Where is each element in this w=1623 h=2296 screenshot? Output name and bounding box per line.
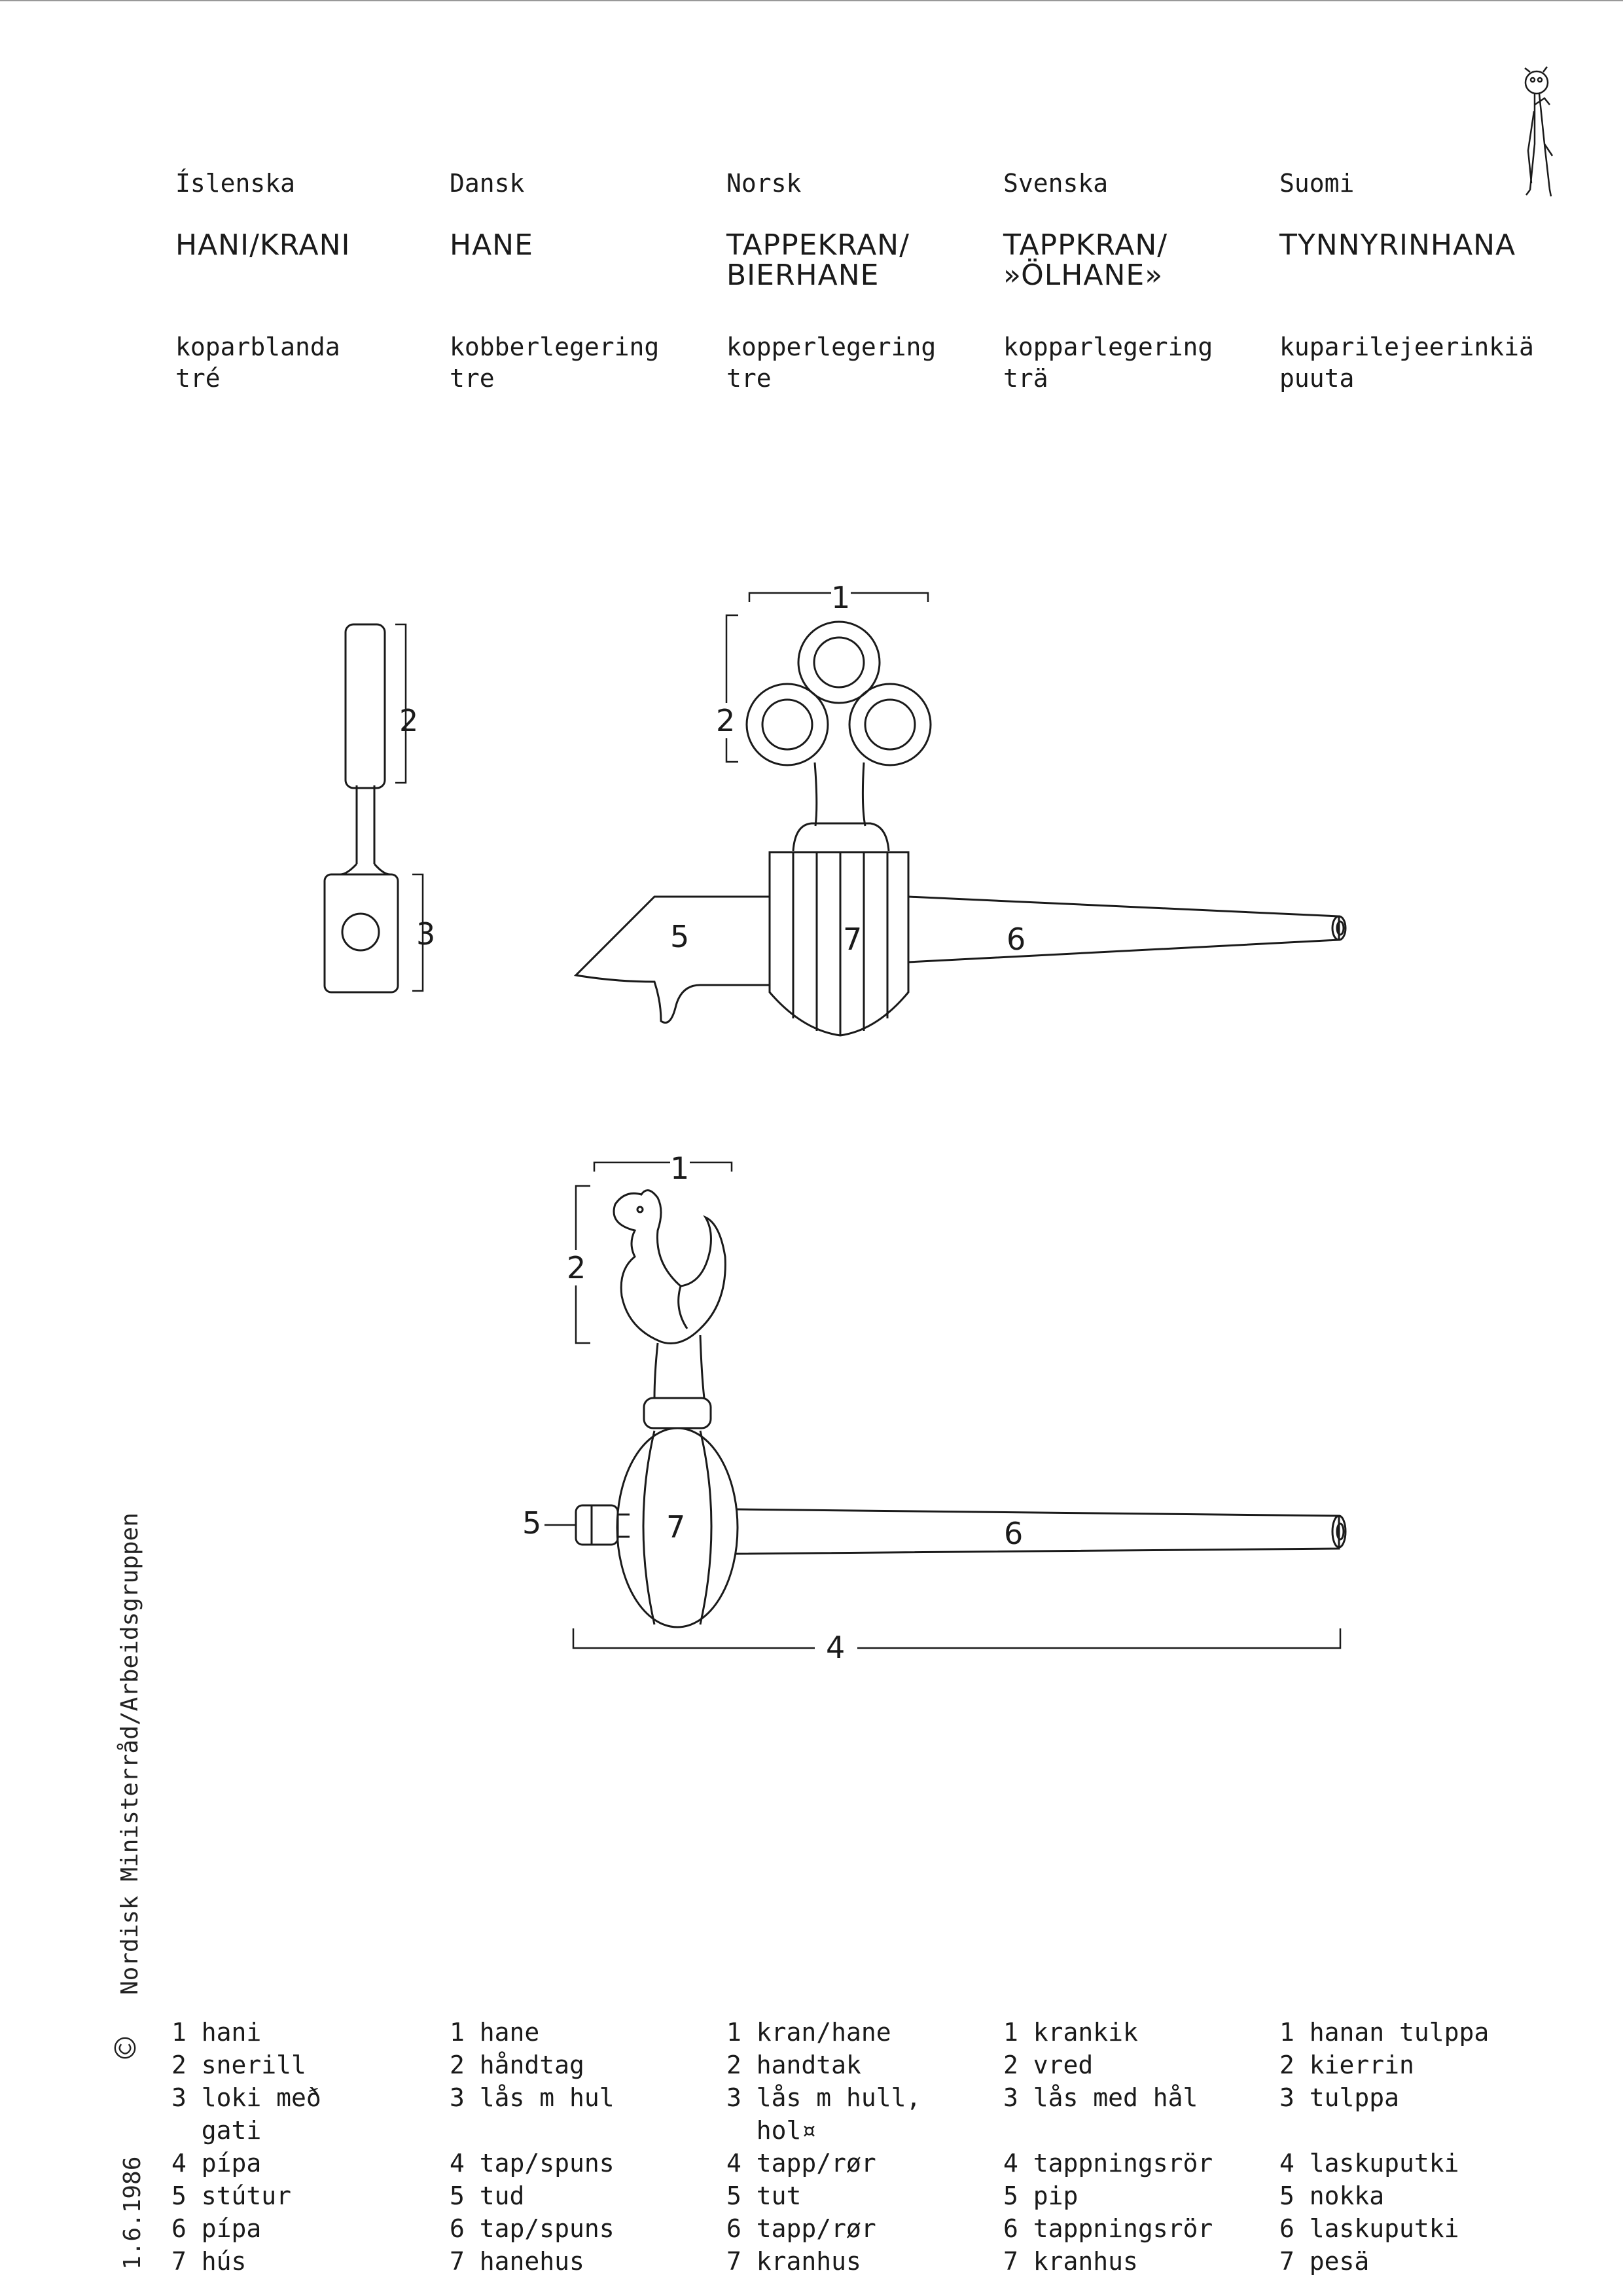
label-top-main-1: 1 [831, 580, 851, 615]
legend-line: 7 pesä [1279, 2247, 1370, 2276]
legend-line [1279, 2114, 1489, 2147]
legend-line: 2 vred [1003, 2051, 1094, 2079]
legend-line: 7 hanehus [450, 2247, 584, 2276]
material-line: tre [726, 364, 772, 393]
label-top-small-3: 3 [416, 916, 437, 952]
term-line: TAPPKRAN/ [1003, 228, 1168, 262]
lang-header-svenska: Svenska [1003, 169, 1109, 198]
label-bottom-2: 2 [567, 1250, 587, 1285]
date-vertical-text: 1.6.1986 [119, 2156, 146, 2270]
legend-line: 1 krankik [1003, 2018, 1138, 2047]
clover-tap-drawing [576, 593, 1346, 1035]
legend-line: hol¤ [726, 2116, 817, 2145]
material-line: puuta [1279, 364, 1355, 393]
legend-line [1003, 2114, 1213, 2147]
legend-line: 1 kran/hane [726, 2018, 891, 2047]
legend-line: 3 lås m hull, [726, 2083, 921, 2112]
legend-norsk [726, 2016, 921, 2278]
term-line: »ÖLHANE» [1003, 259, 1164, 292]
legend-line: 5 nokka [1279, 2181, 1385, 2210]
legend-line: 4 tap/spuns [450, 2149, 615, 2178]
small-key-drawing [325, 624, 423, 992]
legend-line: 5 tud [450, 2181, 525, 2210]
material-line: trä [1003, 364, 1048, 393]
term-line: HANI/KRANI [175, 228, 351, 262]
legend-line: 6 tapp/rør [726, 2214, 876, 2243]
label-bottom-1: 1 [670, 1151, 690, 1186]
legend-line: 1 hani [171, 2018, 262, 2047]
legend-suomi [1279, 2016, 1489, 2278]
legend-line: 2 håndtag [450, 2051, 584, 2079]
legend-line: 7 kranhus [726, 2247, 861, 2276]
legend-line: 6 pípa [171, 2214, 262, 2243]
label-top-main-7: 7 [843, 922, 863, 957]
legend-line: 5 stútur [171, 2181, 292, 2210]
legend-line: 6 laskuputki [1279, 2214, 1459, 2243]
material-line: kuparilejeerinkiä [1279, 332, 1534, 361]
material-line: kopparlegering [1003, 332, 1213, 361]
legend-line: 4 pípa [171, 2149, 262, 2178]
lang-header-suomi: Suomi [1279, 169, 1355, 198]
legend-line [450, 2114, 615, 2147]
term-line: BIERHANE [726, 259, 880, 292]
legend-line: 5 pip [1003, 2181, 1079, 2210]
material-line: kobberlegering [450, 332, 660, 361]
legend-line: 3 loki með [171, 2083, 321, 2112]
legend-islenska [171, 2016, 321, 2278]
label-bottom-6: 6 [1004, 1516, 1024, 1551]
rooster-tap-drawing [544, 1162, 1346, 1648]
material-line: koparblanda [175, 332, 340, 361]
legend-line: gati [171, 2116, 262, 2145]
stick-figure-logo [1525, 67, 1552, 196]
lang-header-dansk: Dansk [450, 169, 525, 198]
legend-line: 2 kierrin [1279, 2051, 1414, 2079]
legend-line: 3 lås m hul [450, 2083, 615, 2112]
term-line: HANE [450, 228, 533, 262]
label-bottom-5: 5 [522, 1505, 543, 1541]
legend-dansk [450, 2016, 615, 2278]
label-bottom-7: 7 [666, 1509, 687, 1545]
publisher-vertical-text: Nordisk Ministerråd/Arbeidsgruppen [116, 1513, 143, 1995]
label-top-main-6: 6 [1007, 922, 1027, 957]
lang-header-islenska: Íslenska [175, 169, 296, 198]
lang-header-norsk: Norsk [726, 169, 802, 198]
legend-line: 7 kranhus [1003, 2247, 1138, 2276]
legend-line: 3 tulppa [1279, 2083, 1400, 2112]
legend-line: 2 handtak [726, 2051, 861, 2079]
label-top-small-2: 2 [399, 703, 419, 738]
legend-line: 4 tapp/rør [726, 2149, 876, 2178]
legend-line: 6 tap/spuns [450, 2214, 615, 2243]
legend-svenska [1003, 2016, 1213, 2278]
term-line: TYNNYRINHANA [1279, 228, 1516, 262]
label-top-main-2: 2 [716, 703, 736, 738]
material-line: tré [175, 364, 221, 393]
legend-line: 7 hús [171, 2247, 247, 2276]
term-line: TAPPEKRAN/ [726, 228, 910, 262]
legend-line: 2 snerill [171, 2051, 306, 2079]
legend-line: 3 lås med hål [1003, 2083, 1198, 2112]
legend-line: 1 hanan tulppa [1279, 2018, 1489, 2047]
label-top-main-5: 5 [670, 919, 690, 954]
legend-line: 5 tut [726, 2181, 802, 2210]
copyright-icon [113, 2036, 137, 2060]
legend-line: 6 tappningsrör [1003, 2214, 1213, 2243]
legend-line: 4 laskuputki [1279, 2149, 1459, 2178]
legend-line: 4 tappningsrör [1003, 2149, 1213, 2178]
material-line: tre [450, 364, 495, 393]
label-bottom-4: 4 [826, 1630, 846, 1665]
material-line: kopperlegering [726, 332, 936, 361]
legend-line: 1 hane [450, 2018, 540, 2047]
